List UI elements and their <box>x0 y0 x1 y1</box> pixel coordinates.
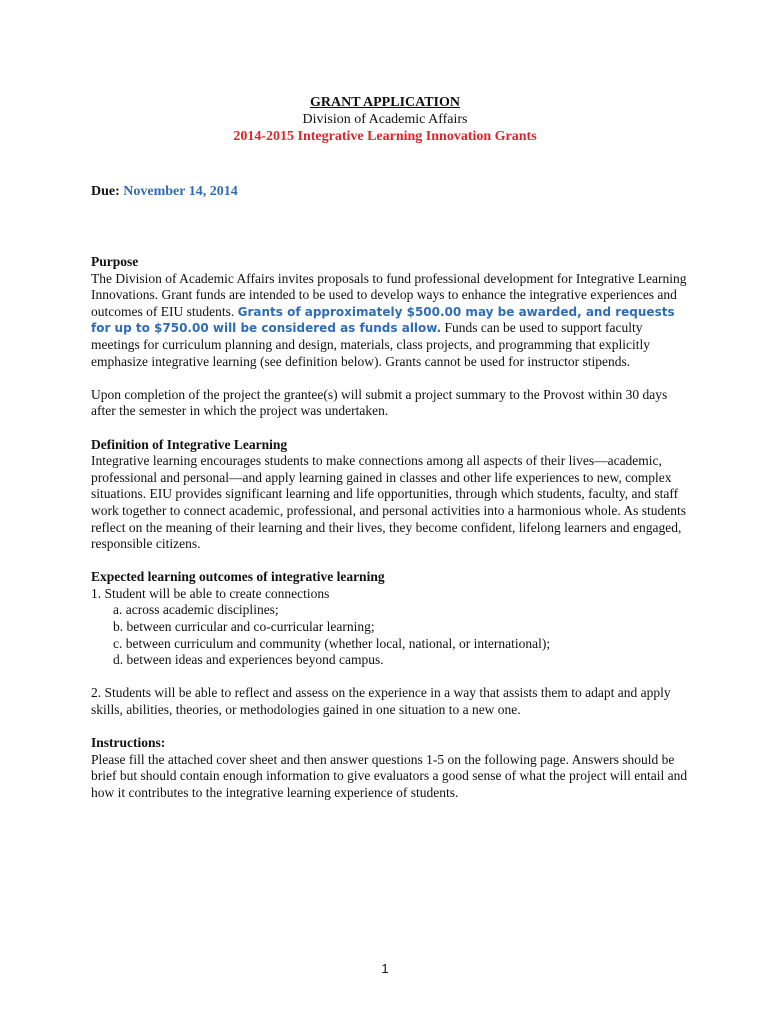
instructions-paragraph: Please fill the attached cover sheet and then answer questions 1-5 on the following page. Answers should be brief but should contain enough information to give evaluators a good sense of what the project will entail and how it contributes to the integrative learning experience of students. <box>91 751 688 800</box>
outcome-item-1: 1. Student will be able to create connections <box>91 585 330 601</box>
division-name: Division of Academic Affairs <box>302 112 468 127</box>
due-line <box>91 184 238 200</box>
outcome-item-2: 2. Students will be able to reflect and assess on the experience in a way that assists them to adapt and apply skills, abilities, theories, or methodologies gained in one situation to a new one. <box>91 685 671 718</box>
outcome-sub-item: a. across academic disciplines; <box>113 602 279 618</box>
document-body <box>91 254 691 802</box>
grant-subtitle: 2014-2015 Integrative Learning Innovation Grants <box>233 129 537 144</box>
instructions-heading: Instructions: <box>91 735 166 751</box>
document-header <box>0 94 770 145</box>
definition-heading: Definition of Integrative Learning <box>91 436 288 452</box>
purpose-text-2: Funds can be used to support faculty meetings for curriculum planning and design, materials, class projects, and programming that explicitly emphasize integrative learning (see definition below). Grants cannot be used for instructor stipends. <box>91 320 650 369</box>
purpose-text-1: The Division of Academic Affairs invites proposals to fund professional development for Integrative Learning Innovations. Grant funds are intended to be used to develop ways to enhance the integrative experiences and outcomes of EIU students. <box>91 270 687 319</box>
due-date: November 14, 2014 <box>123 184 238 199</box>
due-label: Due: <box>91 184 120 199</box>
purpose-paragraph <box>91 271 691 371</box>
outcome-sub-item: c. between curriculum and community (whether local, national, or international); <box>113 635 551 651</box>
completion-paragraph: Upon completion of the project the grantee(s) will submit a project summary to the Provost within 30 days after the semester in which the project was undertaken. <box>91 386 668 419</box>
page-number: 1 <box>381 961 389 976</box>
outcome-sub-item: d. between ideas and experiences beyond campus. <box>113 652 384 668</box>
outcomes-heading: Expected learning outcomes of integrative learning <box>91 569 385 585</box>
outcome-sub-item: b. between curricular and co-curricular learning; <box>113 619 375 635</box>
document-title: GRANT APPLICATION <box>309 95 460 110</box>
grant-amount-highlight: Grants of approximately $500.00 may be awarded, and requests for up to $750.00 will be considered as funds allow. <box>91 304 675 336</box>
definition-paragraph: Integrative learning encourages students to make connections among all aspects of their lives—academic, professional and personal—and apply learning gained in classes and other life experiences to new, complex situations. EIU provides significant learning and life opportunities, through which students, faculty, and staff work together to connect academic, professional, and personal activities into a harmonious whole. As students reflect on the meaning of their learning and their lives, they become confident, lifelong learners and engaged, responsible citizens. <box>91 453 686 552</box>
purpose-heading: Purpose <box>91 254 139 269</box>
